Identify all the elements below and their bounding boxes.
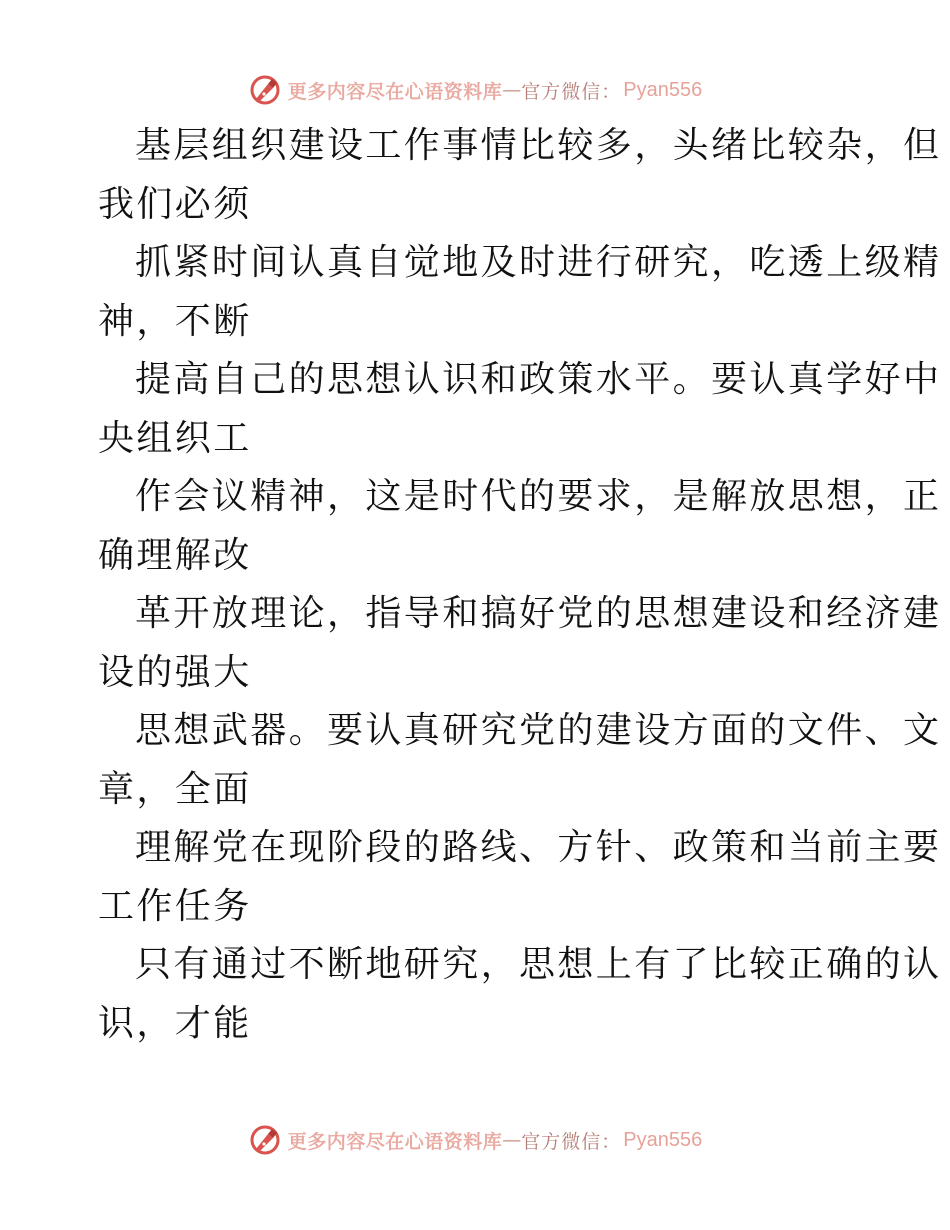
- body-line: 革开放理论，指导和搞好党的思想建设和经济建: [135, 593, 942, 634]
- banner-wechat-id: Pyan556: [623, 78, 703, 101]
- pen-nib-logo-icon: [248, 73, 282, 107]
- banner-separator: —: [502, 1129, 522, 1151]
- body-line: 我们必须: [98, 183, 252, 225]
- banner-site-name: 更多内容尽在心语资料库: [287, 80, 503, 103]
- header-banner: [0, 70, 950, 110]
- body-line: 识，才能: [98, 1002, 252, 1044]
- body-line: 提高自己的思想认识和政策水平。要认真学好中: [135, 359, 942, 400]
- body-line: 央组织工: [98, 417, 252, 459]
- banner-separator: —: [502, 79, 522, 101]
- body-line: 基层组织建设工作事情比较多，头绪比较杂，但: [135, 125, 942, 166]
- body-line: 设的强大: [98, 651, 252, 693]
- banner-wechat-label: 官方微信：: [521, 1130, 622, 1153]
- body-line: 作会议精神，这是时代的要求，是解放思想，正: [135, 476, 942, 517]
- pen-nib-logo-icon: [248, 1123, 282, 1157]
- banner-wechat-label: 官方微信：: [521, 80, 622, 103]
- banner-wechat-id: Pyan556: [623, 1128, 703, 1151]
- body-line: 只有通过不断地研究，思想上有了比较正确的认: [135, 944, 942, 985]
- footer-banner: [0, 1120, 950, 1160]
- body-line: 章，全面: [98, 768, 252, 810]
- body-line: 理解党在现阶段的路线、方针、政策和当前主要: [135, 827, 942, 868]
- banner-site-name: 更多内容尽在心语资料库: [287, 1130, 503, 1153]
- body-line: 确理解改: [98, 534, 252, 576]
- body-line: 工作任务: [98, 885, 252, 927]
- body-line: 神，不断: [98, 300, 252, 342]
- document-body: [98, 117, 942, 1053]
- body-line: 思想武器。要认真研究党的建设方面的文件、文: [135, 710, 942, 751]
- body-line: 抓紧时间认真自觉地及时进行研究，吃透上级精: [135, 242, 942, 283]
